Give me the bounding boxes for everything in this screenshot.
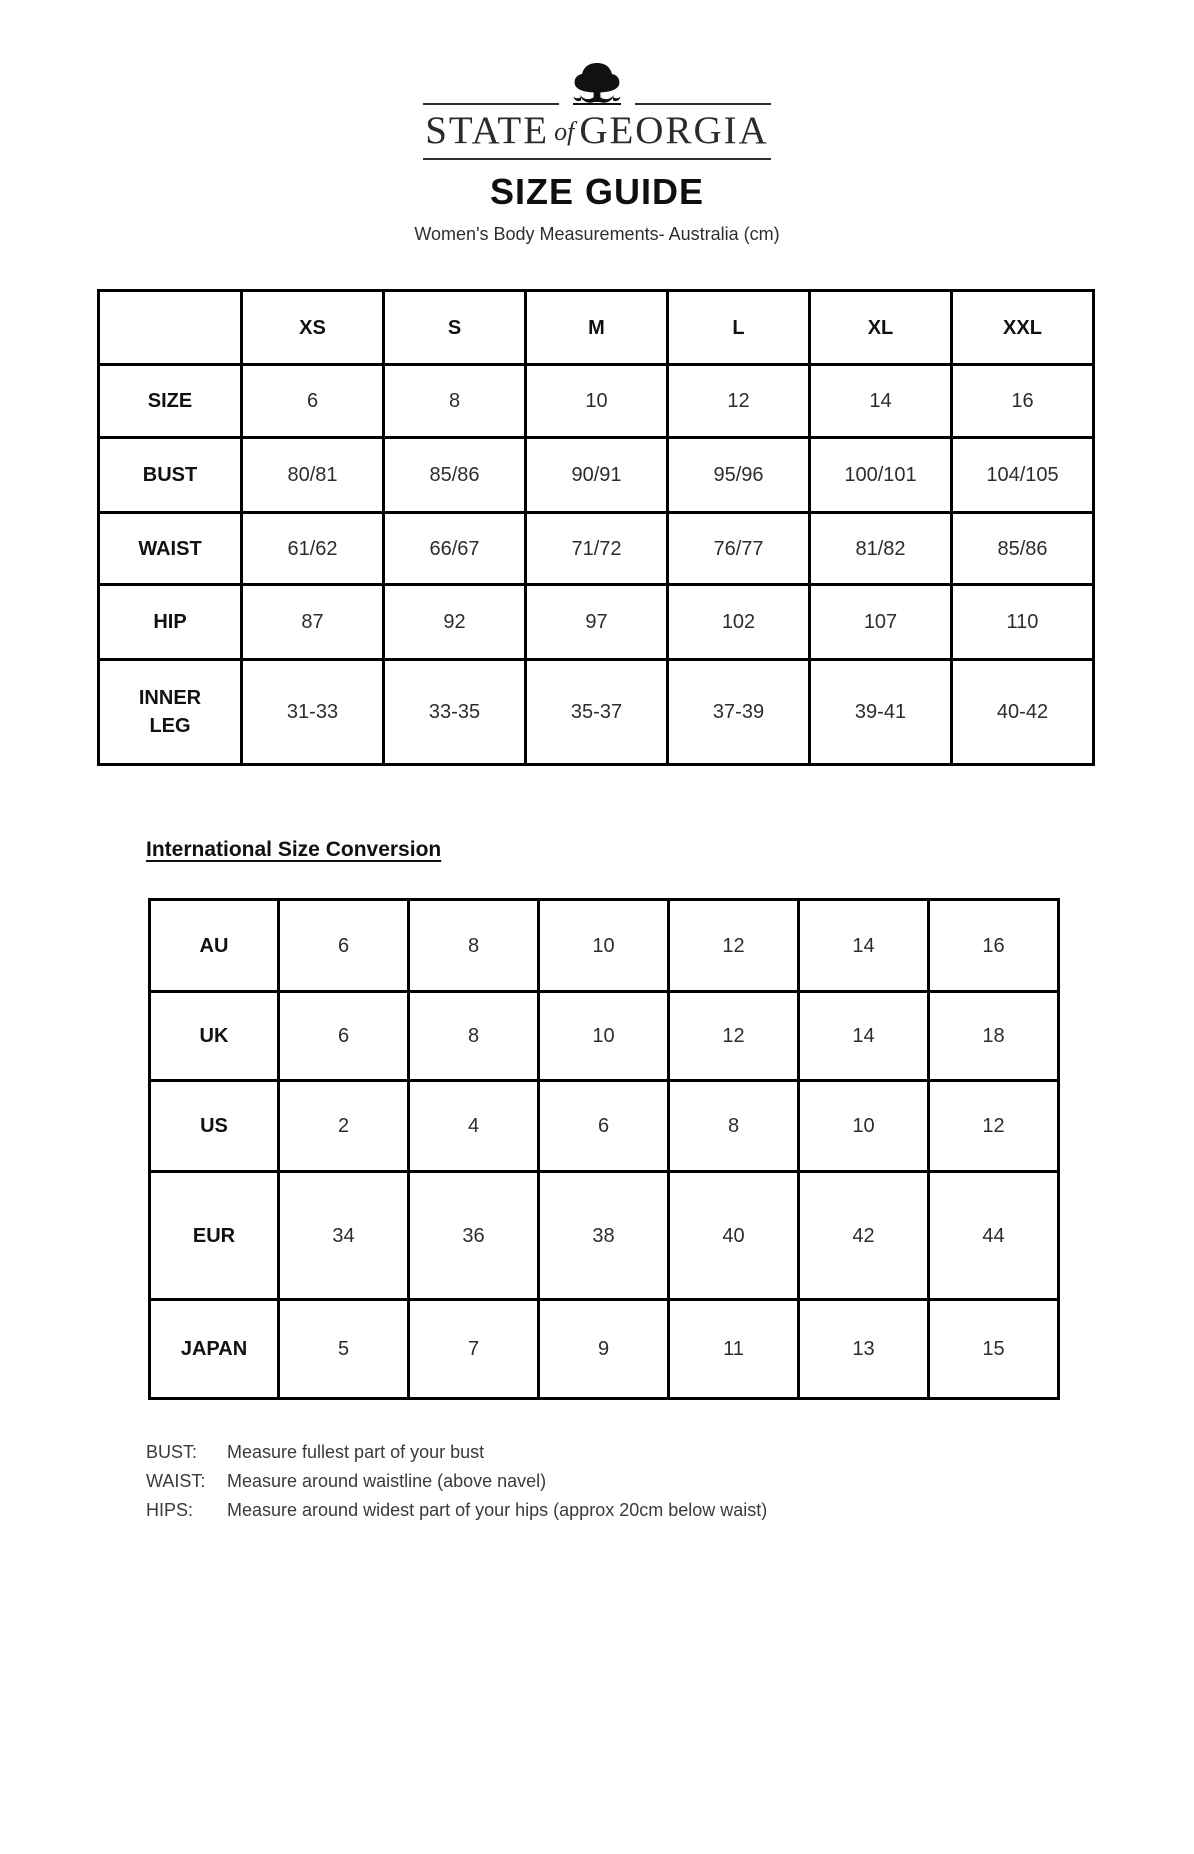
cell-value: 31-33	[242, 660, 384, 765]
cell-value: 10	[539, 900, 669, 992]
table-row	[99, 660, 1094, 765]
cell-value: 12	[669, 900, 799, 992]
row-label: HIP	[99, 585, 242, 660]
logo-top-rule	[423, 62, 771, 105]
cell-value: 7	[409, 1300, 539, 1399]
cell-value: 4	[409, 1081, 539, 1172]
rule-right	[635, 103, 771, 105]
cell-value: 12	[668, 365, 810, 438]
cell-value: 87	[242, 585, 384, 660]
region-label: UK	[150, 992, 279, 1081]
corner-cell	[99, 291, 242, 365]
cell-value: 12	[929, 1081, 1059, 1172]
cell-value: 15	[929, 1300, 1059, 1399]
cell-value: 6	[242, 365, 384, 438]
cell-value: 40	[669, 1172, 799, 1300]
row-label: SIZE	[99, 365, 242, 438]
cell-value: 71/72	[526, 513, 668, 585]
cell-value: 14	[810, 365, 952, 438]
size-column-header: L	[668, 291, 810, 365]
cell-value: 39-41	[810, 660, 952, 765]
cell-value: 40-42	[952, 660, 1094, 765]
brand-logo	[423, 62, 771, 160]
note-text: Measure around widest part of your hips (approx 20cm below waist)	[227, 1500, 768, 1520]
note-line	[146, 1438, 1194, 1467]
cell-value: 6	[539, 1081, 669, 1172]
cell-value: 8	[409, 992, 539, 1081]
oak-tree-icon	[561, 62, 633, 106]
cell-value: 85/86	[384, 438, 526, 513]
row-label: INNER LEG	[99, 660, 242, 765]
table-row	[99, 585, 1094, 660]
cell-value: 8	[409, 900, 539, 992]
cell-value: 80/81	[242, 438, 384, 513]
cell-value: 44	[929, 1172, 1059, 1300]
cell-value: 8	[384, 365, 526, 438]
cell-value: 8	[669, 1081, 799, 1172]
cell-value: 34	[279, 1172, 409, 1300]
cell-value: 6	[279, 992, 409, 1081]
measuring-notes	[146, 1438, 1194, 1525]
cell-value: 102	[668, 585, 810, 660]
table-row	[150, 1172, 1059, 1300]
header-row	[99, 291, 1094, 365]
cell-value: 16	[929, 900, 1059, 992]
cell-value: 61/62	[242, 513, 384, 585]
note-label: HIPS:	[146, 1500, 194, 1520]
row-label: WAIST	[99, 513, 242, 585]
cell-value: 5	[279, 1300, 409, 1399]
conversion-heading: International Size Conversion	[146, 838, 442, 861]
size-column-header: XXL	[952, 291, 1094, 365]
table-row	[99, 365, 1094, 438]
cell-value: 2	[279, 1081, 409, 1172]
cell-value: 18	[929, 992, 1059, 1081]
region-label: AU	[150, 900, 279, 992]
cell-value: 10	[539, 992, 669, 1081]
cell-value: 76/77	[668, 513, 810, 585]
cell-value: 13	[799, 1300, 929, 1399]
brand-word-of: of	[554, 117, 575, 146]
row-label: BUST	[99, 438, 242, 513]
table-row	[99, 438, 1094, 513]
logo-bottom-rule	[423, 158, 771, 160]
brand-word-state: STATE	[425, 109, 550, 152]
note-text: Measure around waistline (above navel)	[227, 1471, 547, 1491]
cell-value: 11	[669, 1300, 799, 1399]
cell-value: 42	[799, 1172, 929, 1300]
cell-value: 33-35	[384, 660, 526, 765]
cell-value: 14	[799, 992, 929, 1081]
cell-value: 10	[526, 365, 668, 438]
page-subtitle: Women's Body Measurements- Australia (cm)	[414, 224, 780, 244]
brand-name	[423, 105, 771, 158]
measurements-table	[97, 289, 1095, 766]
page-title: SIZE GUIDE	[489, 171, 705, 212]
table-row	[150, 900, 1059, 992]
cell-value: 14	[799, 900, 929, 992]
size-column-header: XL	[810, 291, 952, 365]
cell-value: 107	[810, 585, 952, 660]
note-line	[146, 1496, 1194, 1525]
size-column-header: XS	[242, 291, 384, 365]
cell-value: 12	[669, 992, 799, 1081]
note-label: WAIST:	[146, 1471, 206, 1491]
cell-value: 9	[539, 1300, 669, 1399]
cell-value: 92	[384, 585, 526, 660]
table-row	[150, 992, 1059, 1081]
cell-value: 10	[799, 1081, 929, 1172]
rule-left	[423, 103, 559, 105]
cell-value: 38	[539, 1172, 669, 1300]
note-line	[146, 1467, 1194, 1496]
cell-value: 85/86	[952, 513, 1094, 585]
region-label: JAPAN	[150, 1300, 279, 1399]
cell-value: 110	[952, 585, 1094, 660]
region-label: EUR	[150, 1172, 279, 1300]
brand-word-georgia: GEORGIA	[579, 109, 769, 152]
cell-value: 100/101	[810, 438, 952, 513]
note-label: BUST:	[146, 1442, 198, 1462]
cell-value: 6	[279, 900, 409, 992]
table-row	[99, 513, 1094, 585]
cell-value: 36	[409, 1172, 539, 1300]
cell-value: 97	[526, 585, 668, 660]
cell-value: 90/91	[526, 438, 668, 513]
cell-value: 37-39	[668, 660, 810, 765]
region-label: US	[150, 1081, 279, 1172]
cell-value: 104/105	[952, 438, 1094, 513]
note-text: Measure fullest part of your bust	[227, 1442, 485, 1462]
cell-value: 95/96	[668, 438, 810, 513]
table-row	[150, 1300, 1059, 1399]
table-row	[150, 1081, 1059, 1172]
size-column-header: M	[526, 291, 668, 365]
conversion-table	[148, 898, 1060, 1400]
cell-value: 35-37	[526, 660, 668, 765]
cell-value: 81/82	[810, 513, 952, 585]
cell-value: 66/67	[384, 513, 526, 585]
size-column-header: S	[384, 291, 526, 365]
cell-value: 16	[952, 365, 1094, 438]
